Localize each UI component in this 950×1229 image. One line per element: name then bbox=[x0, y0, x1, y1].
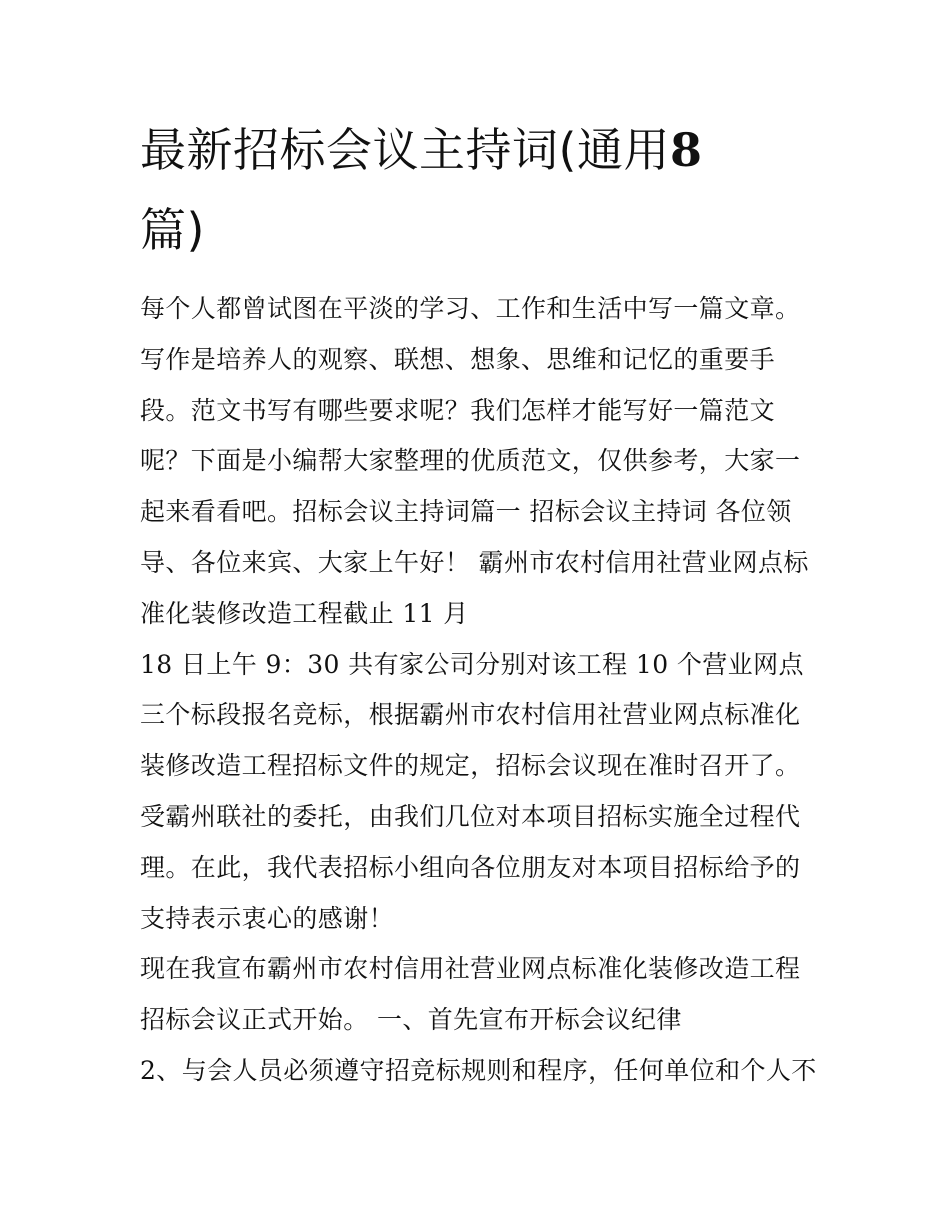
paragraph-intro: 每个人都曾试图在平淡的学习、工作和生活中写一篇文章。写作是培养人的观察、联想、想象、思维和记忆的重要手段。范文书写有哪些要求呢？我们怎样才能写好一篇范文呢？下面是小编帮大家整理的优质范文，仅供参考，大家一起来看看吧。招标会议主持词篇一 招标会议主持词 各位领导、各位来宾、大家上午好！ 霸州市农村信用社营业网点标准化装修改造工程截止 11 月 bbox=[140, 294, 809, 628]
title-text: 最新招标会议主持词(通用 bbox=[140, 123, 670, 177]
paragraph-announcement: 现在我宣布霸州市农村信用社营业网点标准化装修改造工程招标会议正式开始。 一、首先宣布开标会议纪律 bbox=[140, 954, 801, 1035]
paragraph-opening: 18 日上午 9：30 共有家公司分别对该工程 10 个营业网点三个标段报名竞标，根据霸州市农村信用社营业网点标准化装修改造工程招标文件的规定，招标会议现在准时召开了。受霸州联社的委托，由我们几位对本项目招标实施全过程代理。在此，我代表招标小组向各位朋友对本项目招标给予的支持表示衷心的感谢！ bbox=[140, 649, 804, 933]
title-number: 8 bbox=[669, 123, 703, 177]
title-suffix: 篇) bbox=[140, 203, 205, 257]
document-title bbox=[140, 110, 820, 270]
document-body bbox=[140, 284, 820, 1097]
paragraph-rule: 2、与会人员必须遵守招竞标规则和程序，任何单位和个人不 bbox=[140, 1055, 817, 1085]
document-page bbox=[140, 110, 820, 1097]
